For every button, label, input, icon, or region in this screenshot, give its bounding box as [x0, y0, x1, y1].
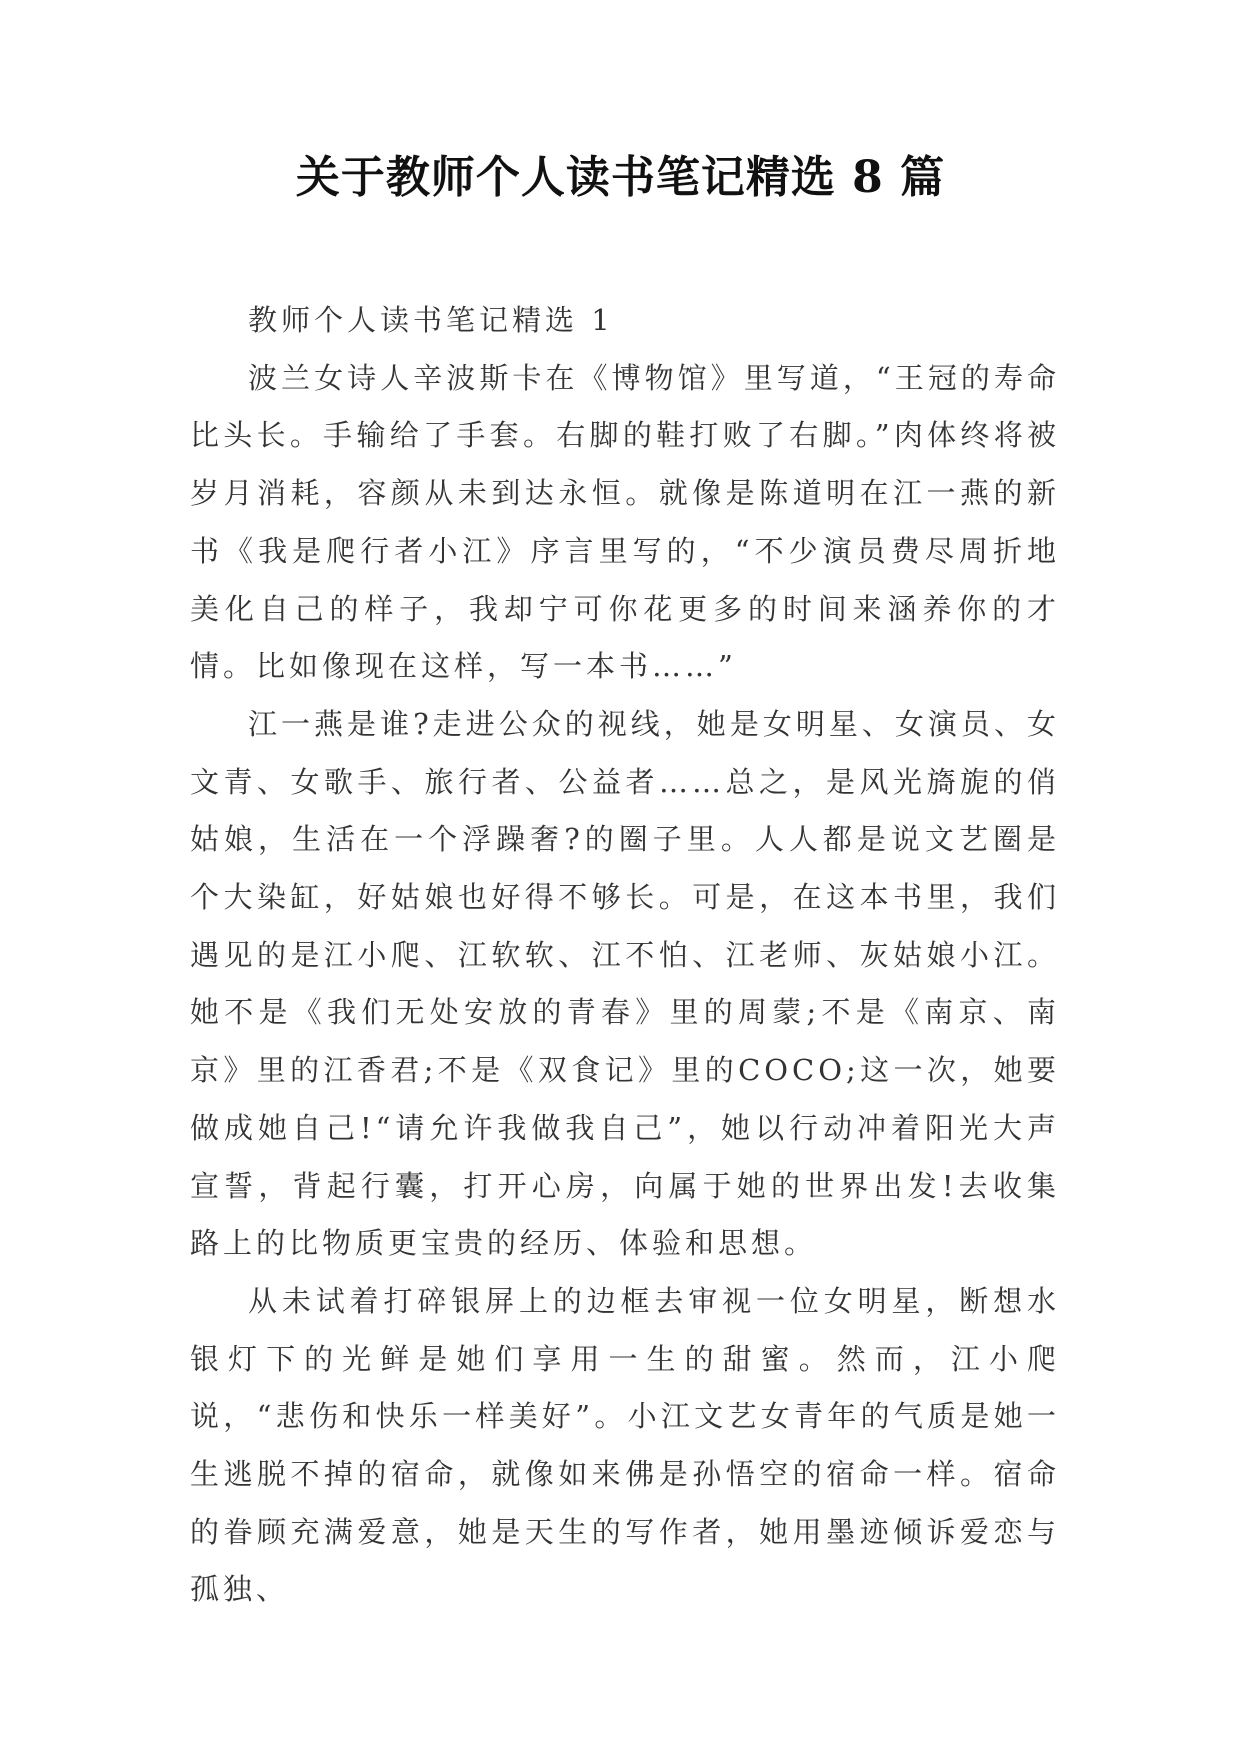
body-paragraph: 波兰女诗人辛波斯卡在《博物馆》里写道，“王冠的寿命比头长。手输给了手套。右脚的鞋打败了右脚。”肉体终将被岁月消耗，容颜从未到达永恒。就像是陈道明在江一燕的新书《我是爬行者小江》序言里写的，“不少演员费尽周折地美化自己的样子，我却宁可你花更多的时间来涵养你的才情。比如像现在这样，写一本书……”: [190, 360, 1060, 684]
document-body: [190, 292, 1060, 1619]
document-title: 关于教师个人读书笔记精选 8 篇: [295, 152, 946, 203]
body-paragraph: 从未试着打碎银屏上的边框去审视一位女明星，断想水银灯下的光鲜是她们享用一生的甜蜜。然而，江小爬说，“悲伤和快乐一样美好”。小江文艺女青年的气质是她一生逃脱不掉的宿命，就像如来佛是孙悟空的宿命一样。宿命的眷顾充满爱意，她是天生的写作者，她用墨迹倾诉爱恋与孤独、: [190, 1283, 1060, 1607]
section-heading: 教师个人读书笔记精选 1: [248, 303, 614, 337]
body-paragraph: 江一燕是谁?走进公众的视线，她是女明星、女演员、女文青、女歌手、旅行者、公益者……总之，是风光旖旎的俏姑娘，生活在一个浮躁奢?的圈子里。人人都是说文艺圈是个大染缸，好姑娘也好得不够长。可是，在这本书里，我们遇见的是江小爬、江软软、江不怕、江老师、灰姑娘小江。她不是《我们无处安放的青春》里的周蒙;不是《南京、南京》里的江香君;不是《双食记》里的COCO;这一次，她要做成她自己!“请允许我做我自己”，她以行动冲着阳光大声宣誓，背起行囊，打开心房，向属于她的世界出发!去收集路上的比物质更宝贵的经历、体验和思想。: [190, 706, 1060, 1261]
